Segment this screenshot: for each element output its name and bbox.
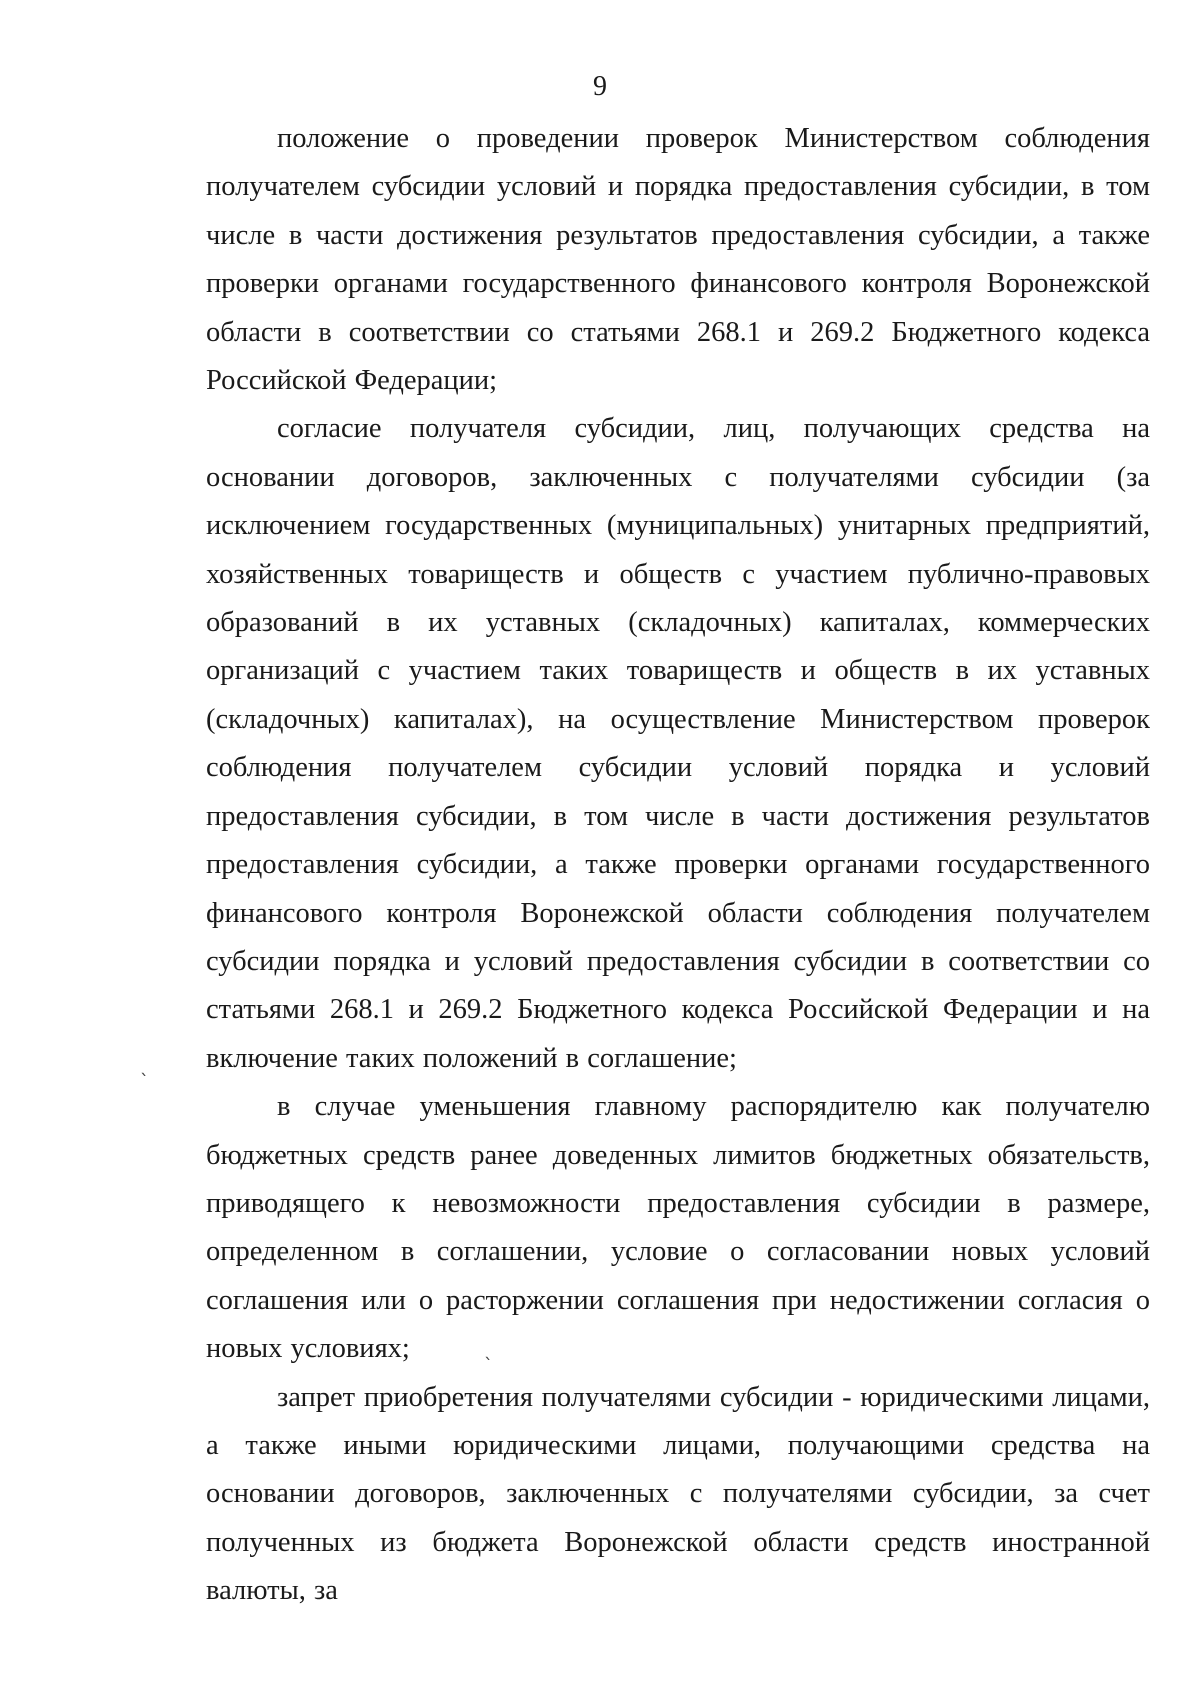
scan-mark: ˎ — [140, 1056, 149, 1077]
scan-mark: ˎ — [484, 1340, 493, 1361]
paragraph-verification-provision: положение о проведении проверок Министерством соблюдения получателем субсидии условий и порядка предоставления субсидии, в том числе в части достижения результатов предоставления субсидии, а также проверки органами государственного финансового контроля Воронежской области в соответствии со статьями 268.1 и 269.2 Бюджетного кодекса Российской Федерации; — [206, 123, 1150, 397]
paragraph-foreign-currency-ban: запрет приобретения получателями субсидии - юридическими лицами, а также иными юридическими лицами, получающими средства на основании договоров, заключенных с получателями субсидии, за счет полученных из бюджета Воронежской области средств иностранной валюты, за — [206, 1381, 1150, 1607]
paragraph-budget-limits-reduction: в случае уменьшения главному распорядителю как получателю бюджетных средств ранее доведенных лимитов бюджетных обязательств, приводящего к невозможности предоставления субсидии в размере, определенном в соглашении, условие о согласовании новых условий соглашения или о расторжении соглашения при недостижении согласия о новых условиях; — [206, 1091, 1150, 1365]
document-body — [206, 115, 1150, 1616]
paragraph-recipient-consent: согласие получателя субсидии, лиц, получающих средства на основании договоров, заключенных с получателями субсидии (за исключением государственных (муниципальных) унитарных предприятий, хозяйственных товариществ и обществ с участием публично-правовых образований в их уставных (складочных) капиталах, коммерческих организаций с участием таких товариществ и обществ в их уставных (складочных) капиталах), на осуществление Министерством проверок соблюдения получателем субсидии условий порядка и условий предоставления субсидии, в том числе в части достижения результатов предоставления субсидии, а также проверки органами государственного финансового контроля Воронежской области соблюдения получателем субсидии порядка и условий предоставления субсидии в соответствии со статьями 268.1 и 269.2 Бюджетного кодекса Российской Федерации и на включение таких положений в соглашение; — [206, 413, 1150, 1074]
page-number: 9 — [593, 71, 607, 102]
